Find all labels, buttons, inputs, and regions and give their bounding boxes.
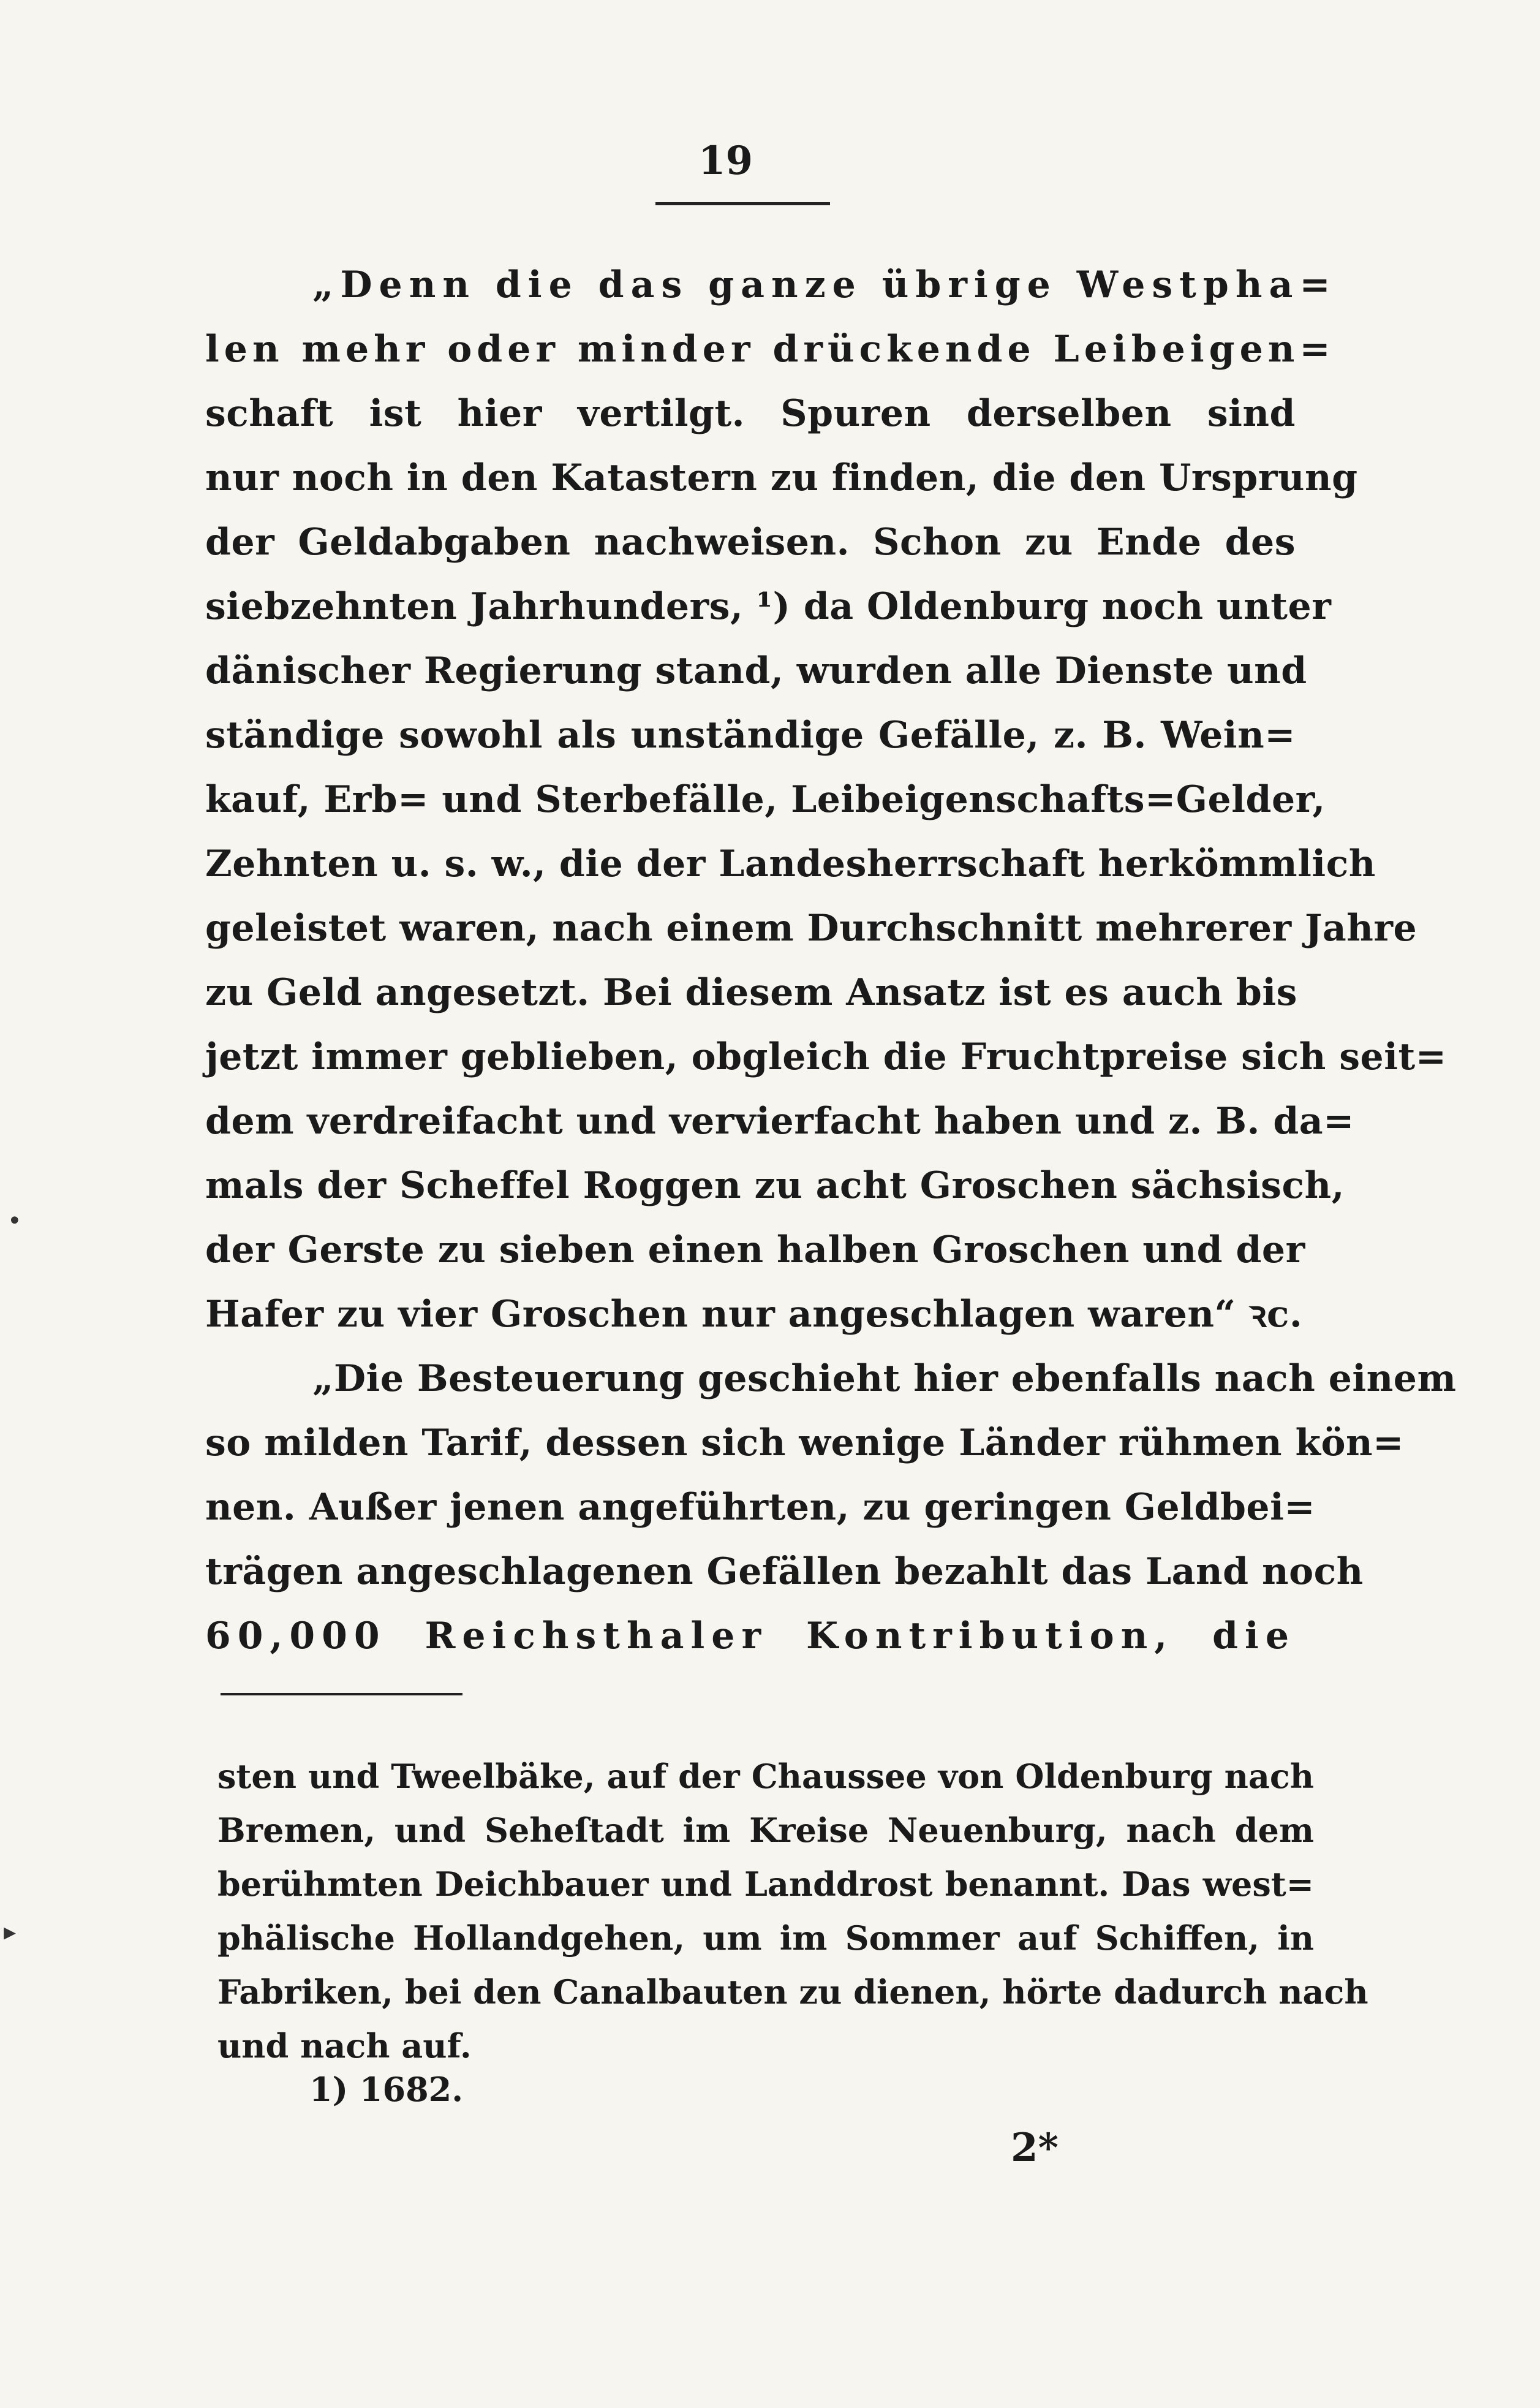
signature-mark: 2* <box>1011 2125 1059 2171</box>
footnote-line: und nach auf. <box>217 2026 472 2065</box>
text-line: kauf, Erb= und Sterbefälle, Leibeigenschafts=Gelder, <box>205 778 1326 821</box>
text-line: trägen angeschlagenen Gefällen bezahlt das Land noch <box>205 1550 1364 1593</box>
text-line: schaft ist hier vertilgt. Spuren derselben sind <box>205 392 1296 435</box>
footnote-line: sten und Tweelbäke, auf der Chaussee von Oldenburg nach <box>217 1757 1314 1796</box>
page-number: 19 <box>698 138 753 184</box>
footnote-line: Bremen, und Seheſtadt im Kreise Neuenburg, nach dem <box>217 1811 1314 1850</box>
text-line: „Die Besteuerung geschieht hier ebenfalls nach einem <box>312 1357 1457 1400</box>
text-line: 60,000 Reichsthaler Kontribution, die <box>205 1615 1296 1657</box>
margin-dot: • <box>7 1207 22 1235</box>
text-line: Hafer zu vier Groschen nur angeschlagen waren“ ꝛc. <box>205 1293 1303 1336</box>
text-line: der Gerste zu sieben einen halben Groschen und der <box>205 1229 1305 1271</box>
footnote-rule <box>221 1693 462 1695</box>
text-line: zu Geld angesetzt. Bei diesem Ansatz ist es auch bis <box>205 971 1297 1014</box>
footnote-line: berühmten Deichbauer und Landdrost benannt. Das west= <box>217 1865 1314 1904</box>
text-line: nen. Außer jenen angeführten, zu geringen Geldbei= <box>205 1486 1316 1529</box>
text-line: Zehnten u. s. w., die der Landesherrschaft herkömmlich <box>205 842 1376 885</box>
text-line: so milden Tarif, dessen sich wenige Länder rühmen kön= <box>205 1422 1404 1464</box>
footnote-line: phälische Hollandgehen, um im Sommer auf Schiffen, in <box>217 1918 1314 1958</box>
text-line: „Denn die das ganze übrige Westpha= <box>312 263 1337 306</box>
text-line: mals der Scheffel Roggen zu acht Groschen sächsisch, <box>205 1164 1345 1207</box>
text-line: der Geldabgaben nachweisen. Schon zu Ende des <box>205 521 1296 564</box>
footnote-1: 1) 1682. <box>309 2070 464 2109</box>
text-line: dem verdreifacht und vervierfacht haben und z. B. da= <box>205 1100 1354 1143</box>
text-line: dänischer Regierung stand, wurden alle Dienste und <box>205 649 1307 692</box>
text-line: jetzt immer geblieben, obgleich die Fruchtpreise sich seit= <box>205 1036 1447 1078</box>
text-line: len mehr oder minder drückende Leibeigen= <box>205 328 1335 371</box>
text-line: siebzehnten Jahrhunders, ¹) da Oldenburg noch unter <box>205 585 1332 628</box>
footnote-line: Fabriken, bei den Canalbauten zu dienen, hörte dadurch nach <box>217 1972 1368 2012</box>
text-line: nur noch in den Katastern zu finden, die den Ursprung <box>205 456 1358 499</box>
header-rule <box>655 202 830 205</box>
margin-arrow-icon: ▸ <box>4 1918 17 1946</box>
text-line: ständige sowohl als unständige Gefälle, z. B. Wein= <box>205 714 1296 757</box>
text-line: geleistet waren, nach einem Durchschnitt mehrerer Jahre <box>205 907 1417 950</box>
